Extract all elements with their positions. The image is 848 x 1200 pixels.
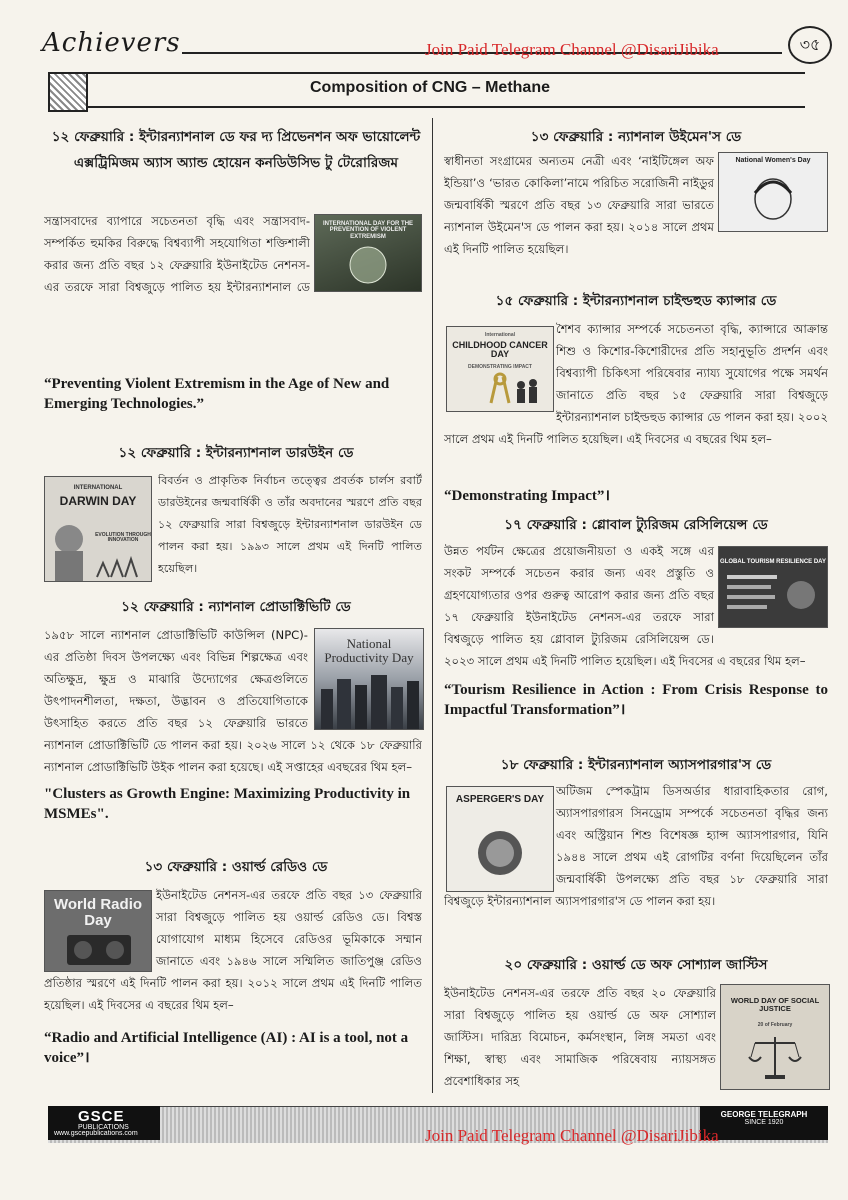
left-theme-1: “Preventing Violent Extremism in the Age of New and Emerging Technologies.” xyxy=(44,376,390,412)
image-text: National Women's Day xyxy=(735,157,811,164)
left-body-3 xyxy=(44,624,422,800)
image-text-line2: CHILDHOOD CANCER DAY xyxy=(452,340,548,360)
left-theme-4: “Radio and Artificial Intelligence (AI) : AI is a tool, not a voice”। xyxy=(44,1030,409,1066)
left-heading-3: ১২ ফেব্রুয়ারি : ন্যাশনাল প্রোডাক্টিভিটি ডে xyxy=(121,599,351,615)
right-body-5: ইউনাইটেড নেশনস-এর তরফে প্রতি বছর ২০ ফেব্রুয়ারি সারা বিশ্বজুড়ে পালিত হয় ওয়ার্ল্ড ডে অফ সোশ্যাল জাস্টিস। দারিদ্র্য বিমোচন, কর্মসংস্থান, লিঙ্গ সমতা এবং শিক্ষা, স্বাস্থ্য এবং সামাজিক পরিষেবায় ন্যায়সঙ্গত প্রবেশাধিকার সহ xyxy=(444,986,716,1088)
image-text-line3: DEMONSTRATING IMPACT xyxy=(468,364,532,370)
george-title: GEORGE TELEGRAPH xyxy=(720,1110,808,1119)
image-text: World Radio Day xyxy=(53,896,143,929)
telegram-banner-top[interactable]: Join Paid Telegram Channel @DisariJibika xyxy=(425,40,719,59)
page-number: ৩৫ xyxy=(788,26,832,64)
right-body-1-text: স্বাধীনতা সংগ্রামের অন্যতম নেত্রী এবং ‘নাইটিঙ্গেল অফ ইন্ডিয়া’ও ‘ভারত কোকিলা’নামে পরিচিত সরোজিনী নাইডুর জন্মবার্ষিকী স্মরণে প্রতি বছর ১৩ ফেব্রুয়ারি সারা ভারতে ন্যাশনাল উইমেন'স ডে পালন করা হয়। ২০১৪ সালে প্রথম এই দিনটি পালিত হয়েছিল। xyxy=(444,154,714,256)
left-body-4-text: ইউনাইটেড নেশনস-এর তরফে প্রতি বছর ১৩ ফেব্রুয়ারি সারা বিশ্বজুড়ে পালিত হয় ওয়ার্ল্ড রেডিও ডে। বিশ্বস্ত যোগাযোগ মাধ্যম হিসেবে রেডিওর ভূমিকাকে সম্মান জানাতে এবং ১৯৪৬ সালে সম্মিলিত জাতিপুঞ্জ রেডিও প্রতিষ্ঠার স্মরণে এই দিনটি পালন করা হয়। ২০১২ সালে প্রথম এই দিনটি পালিত হয়েছিল। এই দিবসের এ বছরের থিম হল– xyxy=(44,888,422,1012)
right-body-3-text: উন্নত পর্যটন ক্ষেত্রের প্রয়োজনীয়তা ও একই সঙ্গে এর সংকট সম্পর্কে সচেতন করার জন্য এবং প্রস্তুতি ও গ্রহণযোগ্যতার ওপর গুরুত্ব আরোপ করার জন্য প্রতি বছর ১৭ ফেব্রুয়ারি ইউনাইটেড নেশনস-এর তরফে সারা বিশ্বজুড়ে পালিত হয় গ্লোবাল ট্যুরিজম রেসিলিয়েন্স ডে। ২০২৩ সালে প্রথম এই দিনটি পালিত হয়েছিল। এই দিবসের এ বছরের থিম হল– xyxy=(444,544,806,668)
left-body-2: বিবর্তন ও প্রাকৃতিক নির্বাচন তত্ত্বের প্রবর্তক চার্লস রবার্ট ডারউইনের জন্মবার্ষিকী ও তাঁর অবদানের স্মরণে প্রতি বছর ১২ ফেব্রুয়ারি সারা বিশ্বজুড়ে ইন্টারন্যাশনাল ডারউইন ডে পালন করা হয়। ১৯৯৩ সালে প্রথম এই দিনটি পালিত হয়েছিল। xyxy=(158,474,422,575)
right-body-2 xyxy=(444,318,828,494)
right-theme-2: “Demonstrating Impact”। xyxy=(444,488,611,504)
globe-icon xyxy=(315,215,421,291)
darwin-portrait-icon xyxy=(45,477,151,581)
image-text: National Productivity Day xyxy=(324,636,414,665)
right-body-2-text: শৈশব ক্যান্সার সম্পর্কে সচেতনতা বৃদ্ধি, ক্যান্সারে আক্রান্ত শিশু ও কিশোর-কিশোরীদের প্রতি সহানুভূতি প্রদর্শন এবং বিশ্বব্যাপী চিকিৎসা পরিষেবার ন্যায্য সুযোগের পক্ষে সমর্থন জানাতে প্রতি বছর ১৫ ফেব্রুয়ারি সারা বিশ্বজুড়ে ইন্টারন্যাশনাল চাইল্ডহুড ক্যান্সার ডে পালন করা হয়। ২০০২ সালে প্রথম এই দিনটি পালিত হয়েছিল। এই দিবসের এ বছরের থিম হল– xyxy=(444,322,828,446)
float-spacer xyxy=(44,884,156,972)
left-heading-4: ১৩ ফেব্রুয়ারি : ওয়ার্ল্ড রেডিও ডে xyxy=(144,859,328,875)
george-telegraph-logo xyxy=(700,1106,828,1140)
image-text-line1: WORLD DAY OF SOCIAL JUSTICE xyxy=(730,996,820,1013)
float-spacer xyxy=(444,318,556,408)
left-body-1a xyxy=(44,210,310,298)
float-spacer xyxy=(714,150,828,234)
right-body-4-text: অটিজম স্পেকট্রাম ডিসঅর্ডার ধারাবাহিকতার রোগ, অ্যাসপারগারস সিনড্রোম সম্পর্কে সচেতনতা বৃদ্ধির জন্য এবং অস্ট্রিয়ান শিশু বিশেষজ্ঞ হ্যান্স অ্যাসপারগার, যিনি ১৯৪৪ সালে প্রথম এই রোগটির বর্ণনা দিয়েছিলেন তাঁর জন্মবার্ষিকী উপলক্ষ্যে প্রতি বছর ১৮ ফেব্রুয়ারি সারা বিশ্বজুড়ে ইন্টারন্যাশনাল অ্যাসপারগার'স ডে পালন করা হয়। xyxy=(444,784,828,908)
gsce-title: GSCE xyxy=(78,1108,125,1125)
banner-title: Composition of CNG – Methane xyxy=(310,79,550,96)
left-body-1: সন্ত্রাসবাদের ব্যাপারে সচেতনতা বৃদ্ধি এবং সন্ত্রাসবাদ-সম্পর্কিত হুমকির বিরুদ্ধে বিশ্বব্যাপী সহযোগিতা শক্তিশালী করার জন্য প্রতি বছর ১২ ফেব্রুয়ারি ইউনাইটেড নেশনস-এর তরফে সারা বিশ্বজুড়ে পালিত হয় ইন্টারন্যাশনাল ডে xyxy=(44,214,310,294)
image-social-justice xyxy=(720,984,830,1090)
right-heading-3: ১৭ ফেব্রুয়ারি : গ্লোবাল ট্যুরিজম রেসিলিয়েন্স ডে xyxy=(504,517,768,533)
right-heading-1: ১৩ ফেব্রুয়ারি : ন্যাশনাল উইমেন'স ডে xyxy=(530,129,742,145)
image-text-line2: 20 of February xyxy=(757,1022,793,1028)
right-heading-2: ১৫ ফেব্রুয়ারি : ইন্টারন্যাশনাল চাইল্ডহুড ক্যান্সার ডে xyxy=(495,293,777,309)
float-spacer xyxy=(444,780,556,890)
image-text-line2: DARWIN DAY xyxy=(59,494,137,508)
newspaper-icon xyxy=(48,72,88,112)
float-spacer xyxy=(308,624,422,732)
scales-of-justice-icon xyxy=(721,985,829,1089)
right-theme-3: “Tourism Resilience in Action : From Crisis Response to Impactful Transformation”। xyxy=(444,682,828,718)
image-text-line1: International xyxy=(484,332,515,338)
image-text-line1: INTERNATIONAL xyxy=(73,485,123,491)
left-body-3-text: ১৯৫৮ সালে ন্যাশনাল প্রোডাক্টিভিটি কাউন্সিল (NPC)-এর প্রতিষ্ঠা দিবস উপলক্ষ্যে এবং বিভিন্ন শিল্পক্ষেত্র এবং অতিক্ষুদ্র, ক্ষুদ্র ও মাঝারি উদ্যোগের ক্ষেত্রগুলিতে উৎপাদনশীলতা, দক্ষতা, উদ্ভাবন ও প্রতিযোগিতাকে উৎসাহিত করতে প্রতি বছর ১২ ফেব্রুয়ারি ভারতে ন্যাশনাল প্রোডাক্টিভিটি ডে পালন করা হয়। ২০২৬ সালে ১২ থেকে ১৮ ফেব্রুয়ারি ন্যাশনাল প্রোডাক্টিভিটি উইক পালন করা হয়েছে। এই সপ্তাহের এবছরের থিম হল– xyxy=(44,628,422,774)
float-spacer xyxy=(714,540,828,632)
right-heading-4: ১৮ ফেব্রুয়ারি : ইন্টারন্যাশনাল অ্যাসপারগার'স ডে xyxy=(500,757,772,773)
right-heading-5: ২০ ফেব্রুয়ারি : ওয়ার্ল্ড ডে অফ সোশ্যাল জাস্টিস xyxy=(504,957,768,973)
left-theme-3: "Clusters as Growth Engine: Maximizing Productivity in MSMEs". xyxy=(44,786,411,822)
right-body-4 xyxy=(444,780,828,940)
right-body-3 xyxy=(444,540,828,700)
gsce-subtitle: PUBLICATIONS xyxy=(78,1124,129,1131)
image-text: GLOBAL TOURISM RESILIENCE DAY xyxy=(720,559,826,565)
image-text: INTERNATIONAL DAY FOR THE PREVENTION OF VIOLENT EXTREMISM xyxy=(322,221,414,240)
left-heading-1: ১২ ফেব্রুয়ারি : ইন্টারন্যাশনাল ডে ফর দ্য প্রিভেনশন অফ ভায়োলেন্ট এক্সট্রিমিজম অ্যাস অ্যান্ড হোয়েন কনডিউসিভ টু টেরোরিজম xyxy=(51,129,421,171)
column-divider xyxy=(432,118,433,1093)
gsce-logo xyxy=(48,1106,160,1140)
left-heading-2: ১২ ফেব্রুয়ারি : ইন্টারন্যাশনাল ডারউইন ডে xyxy=(118,445,354,461)
image-text-line3: EVOLUTION THROUGH INNOVATION xyxy=(95,532,151,544)
gsce-url: www.gscepublications.com xyxy=(54,1130,138,1137)
telegram-banner-bottom[interactable]: Join Paid Telegram Channel @DisariJibika xyxy=(425,1126,719,1145)
image-text: ASPERGER'S DAY xyxy=(455,794,545,805)
right-body-1 xyxy=(444,150,828,282)
image-violent-extremism xyxy=(314,214,422,292)
brand-logo-text: Achievers xyxy=(42,28,181,58)
george-since: SINCE 1920 xyxy=(744,1119,784,1126)
image-darwin-day xyxy=(44,476,152,582)
